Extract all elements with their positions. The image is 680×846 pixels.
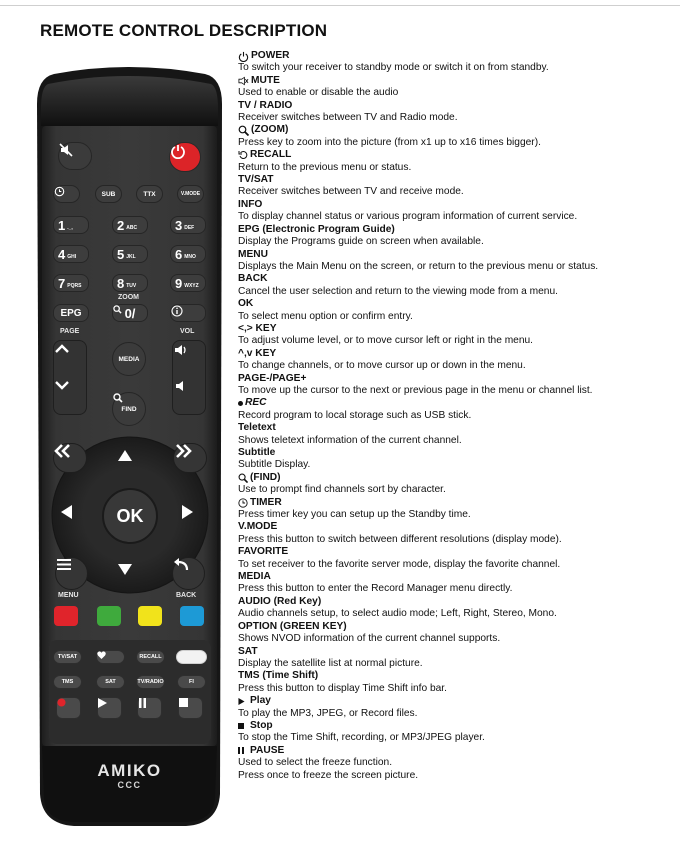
triangle-up-icon bbox=[118, 450, 132, 461]
remote-control-image bbox=[36, 64, 223, 826]
stop-icon bbox=[238, 723, 244, 729]
desc-text: To change channels, or to move cursor up or down in the menu. bbox=[238, 360, 526, 372]
desc-text: Display the Programs guide on screen when available. bbox=[238, 236, 484, 248]
back-label: BACK bbox=[176, 592, 197, 599]
favorite-button[interactable] bbox=[96, 650, 125, 664]
up-arrow-button[interactable] bbox=[118, 450, 142, 470]
menu-label: MENU bbox=[58, 592, 79, 599]
hamburger-icon bbox=[56, 558, 72, 571]
desc-text: Audio channels setup, to select audio mode; Left, Right, Stereo, Mono. bbox=[238, 608, 557, 620]
menu-button[interactable] bbox=[55, 557, 88, 590]
zoom-icon bbox=[113, 305, 122, 314]
desc-item-page bbox=[238, 373, 678, 398]
desc-item-menu bbox=[238, 249, 678, 274]
desc-item-play bbox=[238, 695, 678, 720]
num-4-button[interactable] bbox=[53, 245, 89, 263]
info-icon bbox=[171, 305, 183, 317]
desc-text: To play the MP3, JPEG, or Record files. bbox=[238, 707, 418, 719]
back-arrow-icon bbox=[173, 558, 189, 571]
double-chevron-right-icon bbox=[174, 444, 192, 458]
desc-text: Shows teletext information of the current channel. bbox=[238, 434, 462, 446]
letters-7: PQRS bbox=[67, 282, 82, 289]
desc-key bbox=[238, 149, 678, 161]
desc-item-epg bbox=[238, 224, 678, 249]
yellow-key[interactable] bbox=[138, 606, 162, 626]
vmode-button[interactable]: V.MODE bbox=[177, 185, 204, 203]
heart-icon bbox=[97, 651, 106, 659]
vol-down-button[interactable] bbox=[174, 380, 204, 412]
num-7-button[interactable] bbox=[53, 274, 89, 292]
brand-logo: AMIKO bbox=[97, 761, 162, 780]
power-icon bbox=[170, 143, 186, 159]
desc-key bbox=[238, 75, 678, 87]
vol-label: VOL bbox=[180, 328, 195, 335]
mute-button[interactable] bbox=[58, 142, 92, 170]
letters-3: DEF bbox=[184, 224, 195, 231]
desc-item-favorite bbox=[238, 546, 678, 571]
digit-7: 7 bbox=[58, 275, 66, 291]
desc-item-option bbox=[238, 621, 678, 646]
desc-text: To display channel status or various program information of current service. bbox=[238, 211, 578, 223]
find-button[interactable] bbox=[112, 392, 146, 426]
letters-4: GHI bbox=[67, 253, 77, 260]
desc-text: Press key to zoom into the picture (from x1 up to x16 times bigger). bbox=[238, 136, 541, 148]
recall-icon bbox=[238, 150, 248, 160]
desc-key bbox=[238, 695, 678, 707]
recall-button[interactable]: RECALL bbox=[136, 650, 165, 664]
desc-key: FAVORITE bbox=[238, 546, 289, 558]
chevron-up-icon bbox=[55, 344, 69, 354]
blue-key[interactable] bbox=[180, 606, 204, 626]
desc-key-text: (ZOOM) bbox=[251, 124, 289, 136]
digit-4: 4 bbox=[58, 246, 66, 262]
desc-key-text: (FIND) bbox=[250, 471, 281, 483]
triangle-right-icon bbox=[182, 505, 193, 519]
digit-3: 3 bbox=[175, 217, 183, 233]
desc-key: TMS (Time Shift) bbox=[238, 670, 319, 682]
down-arrow-button[interactable] bbox=[118, 564, 142, 584]
digit-6: 6 bbox=[175, 246, 183, 262]
num-9-button[interactable] bbox=[170, 274, 206, 292]
zoom-label: ZOOM bbox=[118, 294, 139, 301]
volume-down-icon bbox=[174, 380, 186, 392]
desc-key: ^,v KEY bbox=[238, 347, 277, 359]
page-title: REMOTE CONTROL DESCRIPTION bbox=[40, 21, 328, 40]
desc-key bbox=[238, 745, 678, 757]
desc-key-text: TIMER bbox=[250, 496, 282, 508]
desc-item-power bbox=[238, 50, 678, 75]
desc-text: To select menu option or confirm entry. bbox=[238, 310, 413, 322]
description-list bbox=[238, 50, 678, 782]
desc-key-text: Stop bbox=[250, 719, 273, 731]
desc-item-zoom bbox=[238, 124, 678, 149]
page-label: PAGE bbox=[60, 328, 80, 335]
pause-icon bbox=[138, 698, 147, 708]
desc-item-pause bbox=[238, 745, 678, 782]
left-arrow-button[interactable] bbox=[61, 505, 81, 527]
desc-item-info bbox=[238, 199, 678, 224]
desc-key: BACK bbox=[238, 273, 268, 285]
sub-button[interactable]: SUB bbox=[95, 185, 122, 203]
desc-item-timer bbox=[238, 497, 678, 522]
desc-item-subtitle bbox=[238, 447, 678, 472]
desc-text: To stop the Time Shift, recording, or MP3/JPEG player. bbox=[238, 732, 485, 744]
desc-key-text: Play bbox=[250, 695, 271, 707]
desc-key-text: PAUSE bbox=[250, 744, 285, 756]
desc-key bbox=[238, 124, 678, 136]
fi-button[interactable]: FI bbox=[177, 675, 206, 689]
desc-item-tvradio bbox=[238, 100, 678, 125]
play-icon bbox=[238, 698, 245, 705]
desc-text: Press this button to enter the Record Manager menu directly. bbox=[238, 583, 513, 595]
page-down-button[interactable] bbox=[55, 380, 85, 412]
desc-text: Press timer key you can setup up the Standby time. bbox=[238, 509, 471, 521]
desc-item-teletext bbox=[238, 422, 678, 447]
desc-key: INFO bbox=[238, 198, 263, 210]
num-3-button[interactable] bbox=[170, 216, 206, 234]
desc-key: EPG (Electronic Program Guide) bbox=[238, 223, 395, 235]
desc-text: Use to prompt find channels sort by character. bbox=[238, 484, 446, 496]
rewind-button[interactable] bbox=[53, 443, 87, 473]
desc-text: To move up the cursor to the next or previous page in the menu or channel list. bbox=[238, 384, 593, 396]
num-1-button[interactable] bbox=[53, 216, 89, 234]
timer-icon bbox=[238, 498, 248, 508]
digit-9: 9 bbox=[175, 275, 183, 291]
desc-key bbox=[238, 50, 678, 62]
play-icon bbox=[98, 698, 107, 708]
desc-text: Receiver switches between TV and Radio mode. bbox=[238, 112, 458, 124]
double-chevron-left-icon bbox=[54, 444, 72, 458]
desc-key: Subtitle bbox=[238, 447, 276, 458]
desc-item-stop bbox=[238, 720, 678, 745]
digit-2: 2 bbox=[117, 217, 125, 233]
tvsat-button[interactable]: TV/SAT bbox=[53, 650, 82, 664]
pause-icon bbox=[238, 747, 244, 754]
timer-button[interactable] bbox=[53, 185, 80, 203]
desc-text: Press once to freeze the screen picture. bbox=[238, 769, 419, 781]
zero-zoom-button[interactable] bbox=[112, 304, 148, 322]
sat-button[interactable]: SAT bbox=[96, 675, 125, 689]
desc-item-audio bbox=[238, 596, 678, 621]
desc-text: To adjust volume level, or to move cursor left or right in the menu. bbox=[238, 335, 534, 347]
desc-key: MENU bbox=[238, 248, 268, 260]
desc-text: Record program to local storage such as USB stick. bbox=[238, 409, 472, 421]
desc-item-mute bbox=[238, 75, 678, 100]
mute-icon bbox=[59, 143, 73, 157]
desc-key: MEDIA bbox=[238, 571, 271, 583]
white-key[interactable] bbox=[176, 650, 207, 664]
letters-9: WXYZ bbox=[184, 282, 199, 289]
fast-forward-button[interactable] bbox=[173, 443, 207, 473]
desc-item-updown bbox=[238, 348, 678, 373]
desc-key: PAGE-/PAGE+ bbox=[238, 372, 307, 384]
desc-text: To set receiver to the favorite server mode, display the favorite channel. bbox=[238, 558, 561, 570]
desc-key bbox=[238, 397, 678, 409]
vol-up-button[interactable] bbox=[174, 344, 204, 376]
desc-key: SAT bbox=[238, 645, 258, 657]
desc-text: Display the satellite list at normal picture. bbox=[238, 657, 423, 669]
desc-key: OPTION (GREEN KEY) bbox=[238, 620, 347, 632]
num-5-button[interactable] bbox=[112, 245, 148, 263]
desc-key: V.MODE bbox=[238, 521, 278, 533]
desc-key: AUDIO (Red Key) bbox=[238, 595, 322, 607]
ok-button[interactable]: OK bbox=[102, 488, 158, 544]
tms-button[interactable]: TMS bbox=[53, 675, 82, 689]
find-icon bbox=[113, 393, 123, 403]
right-arrow-button[interactable] bbox=[182, 505, 202, 527]
stop-button[interactable] bbox=[178, 697, 203, 719]
letters-2: ABC bbox=[126, 224, 138, 231]
desc-key bbox=[238, 472, 678, 484]
desc-key: TV / RADIO bbox=[238, 99, 293, 111]
tvradio-button[interactable]: TV/RADIO bbox=[136, 675, 165, 689]
mute-icon bbox=[238, 76, 249, 86]
desc-item-tms bbox=[238, 670, 678, 695]
letters-1: ._, bbox=[67, 224, 73, 231]
red-key[interactable] bbox=[54, 606, 78, 626]
power-button[interactable] bbox=[169, 142, 201, 172]
desc-item-leftright bbox=[238, 323, 678, 348]
media-button[interactable]: MEDIA bbox=[112, 342, 146, 376]
desc-item-tvsat bbox=[238, 174, 678, 199]
pause-button[interactable] bbox=[137, 697, 162, 719]
page-up-button[interactable] bbox=[55, 344, 85, 376]
digit-8: 8 bbox=[117, 275, 125, 291]
find-label: FIND bbox=[121, 405, 137, 413]
desc-key: TV/SAT bbox=[238, 174, 274, 186]
desc-text: Receiver switches between TV and receive mode. bbox=[238, 186, 464, 198]
zoom-icon bbox=[238, 125, 249, 136]
desc-text: Used to enable or disable the audio bbox=[238, 87, 399, 99]
num-8-button[interactable] bbox=[112, 274, 148, 292]
desc-text: Displays the Main Menu on the screen, or return to the previous menu or status. bbox=[238, 260, 599, 272]
play-button[interactable] bbox=[97, 697, 122, 719]
stop-icon bbox=[179, 698, 188, 707]
desc-text: Press this button to switch between different resolutions (display mode). bbox=[238, 533, 562, 545]
letters-5: JKL bbox=[126, 253, 136, 260]
desc-item-sat bbox=[238, 646, 678, 671]
desc-text: Cancel the user selection and return to the viewing mode from a menu. bbox=[238, 285, 558, 297]
letters-6: MNO bbox=[184, 253, 196, 260]
timer-icon bbox=[54, 186, 65, 197]
desc-key bbox=[238, 497, 678, 509]
rec-dot-icon bbox=[238, 401, 243, 406]
desc-item-back bbox=[238, 273, 678, 298]
power-icon bbox=[238, 51, 249, 62]
desc-key-text: REC bbox=[245, 397, 267, 409]
desc-text: Press this button to display Time Shift info bar. bbox=[238, 682, 447, 694]
desc-item-ok bbox=[238, 298, 678, 323]
desc-key bbox=[238, 720, 678, 732]
green-key[interactable] bbox=[97, 606, 121, 626]
desc-item-media bbox=[238, 571, 678, 596]
digit-5: 5 bbox=[117, 246, 125, 262]
digit-1: 1 bbox=[58, 217, 66, 233]
desc-key: <,> KEY bbox=[238, 322, 277, 334]
triangle-left-icon bbox=[61, 505, 72, 519]
model-logo: CCC bbox=[117, 780, 142, 790]
num-6-button[interactable] bbox=[170, 245, 206, 263]
ttx-button[interactable]: TTX bbox=[136, 185, 163, 203]
zero-label: 0/ bbox=[124, 305, 136, 321]
back-button[interactable] bbox=[172, 557, 205, 590]
triangle-down-icon bbox=[118, 564, 132, 575]
desc-key-text: MUTE bbox=[251, 74, 280, 86]
desc-text: Subtitle Display. bbox=[238, 459, 311, 471]
desc-text: Used to select the freeze function. bbox=[238, 757, 393, 769]
desc-text: Shows NVOD information of the current channel supports. bbox=[238, 633, 501, 645]
letters-8: TUV bbox=[126, 282, 137, 289]
desc-key: OK bbox=[238, 298, 254, 310]
desc-key-text: RECALL bbox=[250, 149, 292, 161]
desc-key: Teletext bbox=[238, 422, 276, 434]
epg-button[interactable]: EPG bbox=[53, 304, 89, 322]
find-icon bbox=[238, 473, 248, 483]
desc-text: Return to the previous menu or status. bbox=[238, 161, 412, 173]
record-button[interactable] bbox=[56, 697, 81, 719]
top-rule bbox=[0, 5, 680, 6]
desc-item-vmode bbox=[238, 521, 678, 546]
info-button[interactable] bbox=[170, 304, 206, 322]
desc-text: To switch your receiver to standby mode or switch it on from standby. bbox=[238, 62, 549, 74]
num-2-button[interactable] bbox=[112, 216, 148, 234]
volume-up-icon bbox=[174, 344, 188, 356]
desc-item-find bbox=[238, 472, 678, 497]
desc-item-recall bbox=[238, 149, 678, 174]
record-icon bbox=[57, 698, 66, 707]
desc-key-text: POWER bbox=[251, 50, 290, 61]
chevron-down-icon bbox=[55, 380, 69, 390]
desc-item-rec bbox=[238, 397, 678, 422]
